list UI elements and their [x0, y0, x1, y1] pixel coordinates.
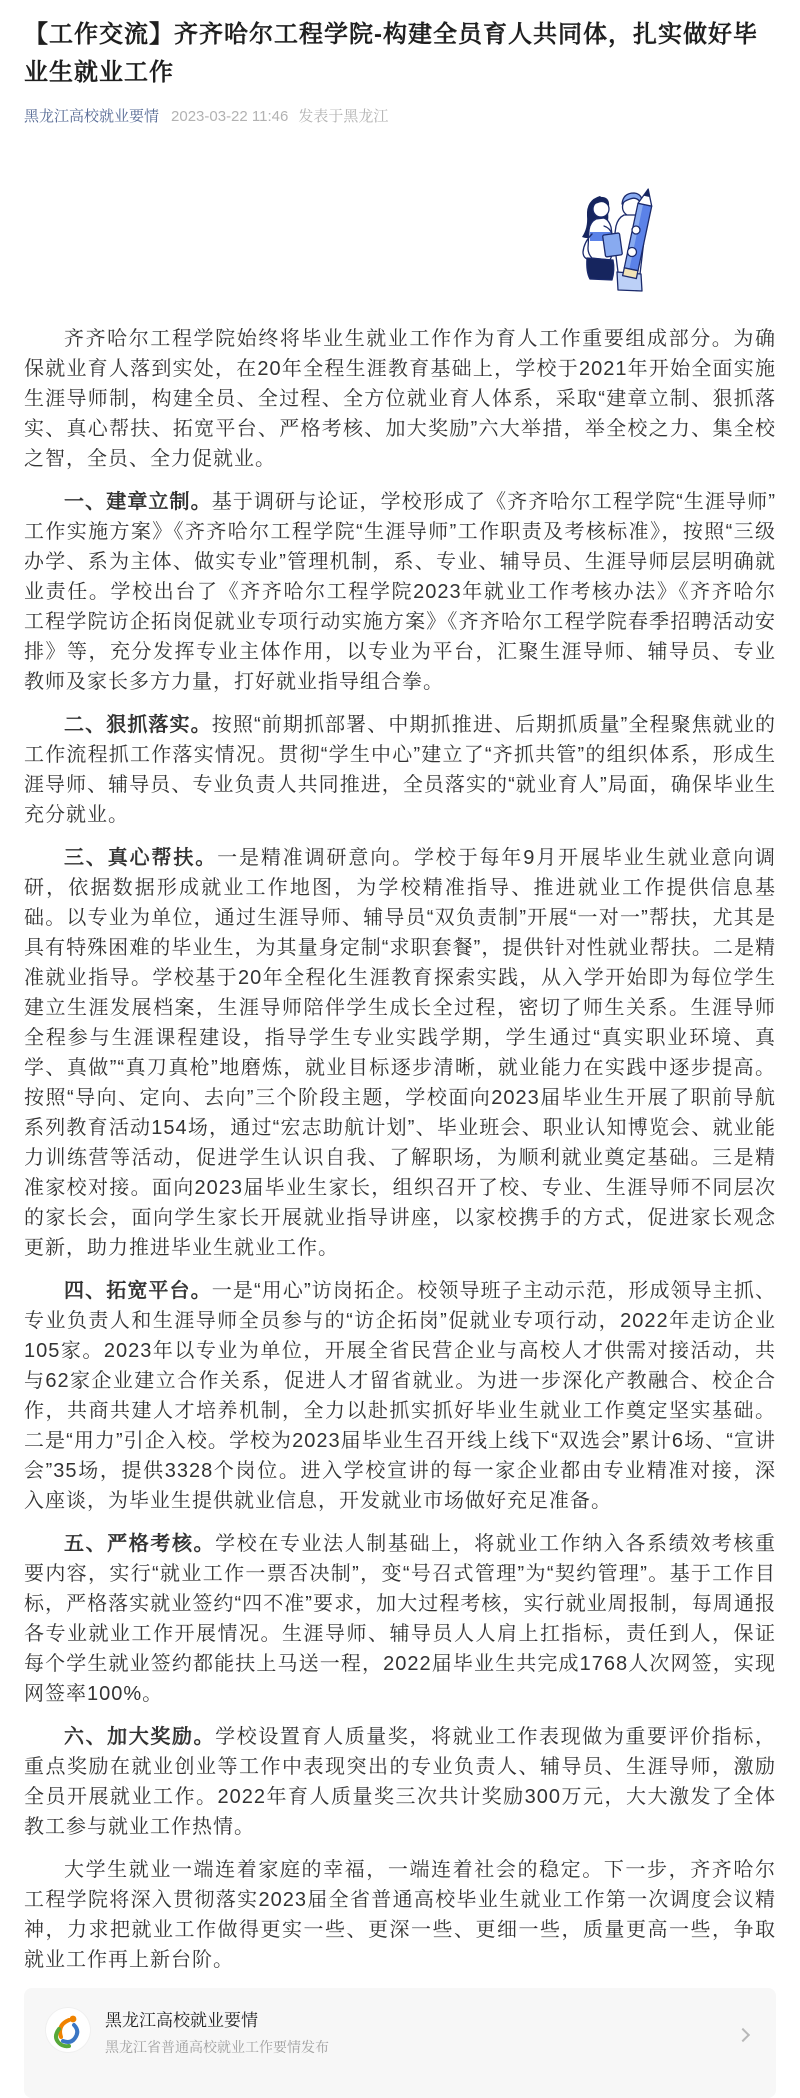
- article-title: 【工作交流】齐齐哈尔工程学院-构建全员育人共同体，扎实做好毕业生就业工作: [24, 21, 758, 86]
- students-pencil-illustration: [570, 182, 675, 294]
- chevron-right-icon: [736, 2028, 750, 2042]
- account-logo: [46, 2008, 90, 2052]
- publish-time: 2023-03-22 11:46: [171, 108, 289, 125]
- paragraph-section-1: 一、建章立制。基于调研与论证，学校形成了《齐齐哈尔工程学院“生涯导师”工作实施方案》《齐齐哈尔工程学院“生涯导师”工作职责及考核标准》，按照“三级办学、系为主体、做实专业”管理机制，系、专业、辅导员、生涯导师层层明确就业责任。学校出台了《齐齐哈尔工程学院2023年就业工作考核办法》《齐齐哈尔工程学院访企拓岗促就业专项行动实施方案》《齐齐哈尔工程学院春季招聘活动安排》等，充分发挥专业主体作用，以专业为平台，汇聚生涯导师、辅导员、专业教师及家长多方力量，打好就业指导组合拳。: [24, 491, 777, 693]
- paragraph-section-4: 四、拓宽平台。一是“用心”访岗拓企。校领导班子主动示范，形成领导主抓、专业负责人和生涯导师全员参与的“访企拓岗”促就业专项行动，2022年走访企业105家。2023年以专业为单位，开展全省民营企业与高校人才供需对接活动，共与62家企业建立合作关系，促进人才留省就业。为进一步深化产教融合、校企合作，共商共建人才培养机制，全力以赴抓实抓好毕业生就业工作奠定坚实基础。二是“用力”引企入校。学校为2023届毕业生召开线上线下“双选会”累计6场、“宣讲会”35场，提供3328个岗位。进入学校宣讲的每一家企业都由专业精准对接，深入座谈，为毕业生提供就业信息，开发就业市场做好充足准备。: [24, 1280, 777, 1512]
- publish-location: 发表于黑龙江: [298, 108, 389, 125]
- article-body: [24, 324, 776, 1975]
- account-card-description: 黑龙江省普通高校就业工作要情发布: [105, 2039, 329, 2055]
- account-card-info: [105, 2008, 329, 2057]
- hero-image[interactable]: [24, 182, 776, 294]
- paragraph-section-5: 五、严格考核。学校在专业法人制基础上，将就业工作纳入各系绩效考核重要内容，实行“就业工作一票否决制”，变“号召式管理”为“契约管理”。基于工作目标，严格落实就业签约“四不准”要求，加大过程考核，实行就业周报制，每周通报各专业就业工作开展情况。生涯导师、辅导员人人肩上扛指标，责任到人，保证每个学生就业签约都能扶上马送一程，2022届毕业生共完成1768人次网签，实现网签率100%。: [24, 1533, 776, 1705]
- paragraph-intro: 齐齐哈尔工程学院始终将毕业生就业工作作为育人工作重要组成部分。为确保就业育人落到实处，在20年全程生涯教育基础上，学校于2021年开始全面实施生涯导师制，构建全员、全过程、全方位就业育人体系，采取“建章立制、狠抓落实、真心帮扶、拓宽平台、严格考核、加大奖励”六大举措，举全校之力、集全校之智，全员、全力促就业。: [24, 328, 776, 470]
- account-name-link[interactable]: 黑龙江高校就业要情: [24, 108, 160, 125]
- account-profile-card[interactable]: [24, 1988, 776, 2098]
- paragraph-closing: 大学生就业一端连着家庭的幸福，一端连着社会的稳定。下一步，齐齐哈尔工程学院将深入贯彻落实2023届全省普通高校毕业生就业工作第一次调度会议精神，力求把就业工作做得更实一些、更深一些、更细一些，质量更高一些，争取就业工作再上新台阶。: [24, 1859, 776, 1971]
- article-meta: [24, 107, 776, 127]
- paragraph-section-3: 三、真心帮扶。一是精准调研意向。学校于每年9月开展毕业生就业意向调研，依据数据形成就业工作地图，为学校精准指导、推进就业工作提供信息基础。以专业为单位，通过生涯导师、辅导员“双负责制”开展“一对一”帮扶，尤其是具有特殊困难的毕业生，为其量身定制“求职套餐”，提供针对性就业帮扶。二是精准就业指导。学校基于20年全程化生涯教育探索实践，从入学开始即为每位学生建立生涯发展档案，生涯导师陪伴学生成长全过程，密切了师生关系。生涯导师全程参与生涯课程建设，指导学生专业实践学期，学生通过“真实职业环境、真学、真做”“真刀真枪”地磨炼，就业目标逐步清晰，就业能力在实践中逐步提高。按照“导向、定向、去向”三个阶段主题，学校面向2023届毕业生开展了职前导航系列教育活动154场，通过“宏志助航计划”、毕业班会、职业认知博览会、就业能力训练营等活动，促进学生认识自我、了解职场，为顺利就业奠定基础。三是精准家校对接。面向2023届毕业生家长，组织召开了校、专业、生涯导师不同层次的家长会，面向学生家长开展就业指导讲座，以家校携手的方式，促进家长观念更新，助力推进毕业生就业工作。: [24, 847, 777, 1259]
- paragraph-section-6: 六、加大奖励。学校设置育人质量奖，将就业工作表现做为重要评价指标，重点奖励在就业创业等工作中表现突出的专业负责人、辅导员、生涯导师，激励全员开展就业工作。2022年育人质量奖三次共计奖励300万元，大大激发了全体教工参与就业工作热情。: [24, 1726, 776, 1838]
- paragraph-section-2: 二、狠抓落实。按照“前期抓部署、中期抓推进、后期抓质量”全程聚焦就业的工作流程抓工作落实情况。贯彻“学生中心”建立了“齐抓共管”的组织体系，形成生涯导师、辅导员、专业负责人共同推进，全员落实的“就业育人”局面，确保毕业生充分就业。: [24, 714, 777, 826]
- account-card-name: 黑龙江高校就业要情: [105, 2011, 258, 2030]
